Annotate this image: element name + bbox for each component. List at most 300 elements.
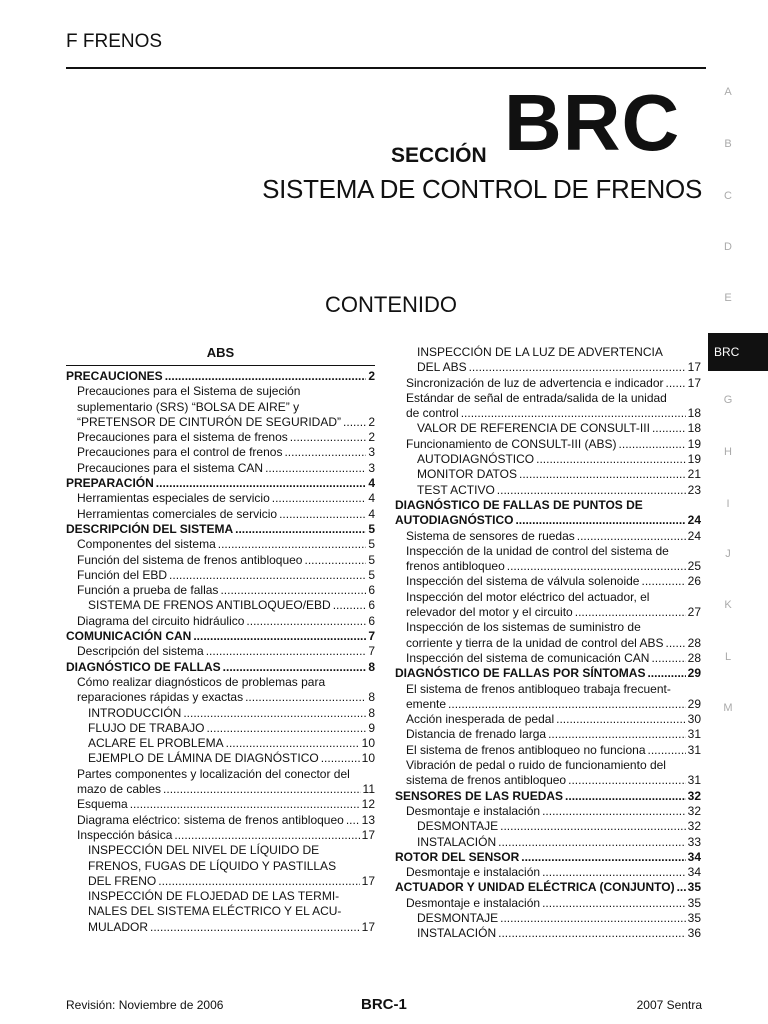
toc-entry[interactable] <box>66 491 375 506</box>
toc-entry[interactable] <box>395 743 701 758</box>
toc-entry-text-line: Estándar de señal de entrada/salida de la unidad <box>406 390 667 405</box>
toc-page-number: 3 <box>368 460 375 475</box>
toc-entry[interactable] <box>66 736 375 751</box>
toc-entry-title: COMUNICACIÓN CAN <box>66 629 192 644</box>
toc-entry[interactable] <box>66 369 375 384</box>
toc-page-number: 31 <box>687 773 701 788</box>
toc-page-number: 19 <box>687 436 701 451</box>
toc-dot-leader <box>515 513 685 528</box>
toc-entry-title: AUTODIAGNÓSTICO <box>395 513 514 528</box>
toc-entry-line <box>395 666 701 681</box>
toc-entry[interactable] <box>395 421 701 436</box>
toc-entry-line <box>77 782 375 797</box>
toc-entry[interactable] <box>395 467 701 482</box>
side-index-k: K <box>724 599 732 611</box>
toc-page-number: 8 <box>368 690 375 705</box>
toc-dot-leader <box>641 574 685 589</box>
toc-entry-text-line: Vibración de pedal o ruido de funcionamiento del <box>406 758 666 773</box>
toc-entry-line <box>417 360 701 375</box>
toc-entry-title: reparaciones rápidas y exactas <box>77 690 244 705</box>
toc-entry-line <box>88 721 375 736</box>
toc-entry-line <box>77 644 375 659</box>
toc-entry-title: VALOR DE REFERENCIA DE CONSULT-III <box>417 421 650 436</box>
toc-entry[interactable] <box>395 452 701 467</box>
toc-page-number: 23 <box>687 482 701 497</box>
toc-entry-line <box>395 850 701 865</box>
toc-dot-leader <box>652 421 686 436</box>
toc-page-number: 8 <box>368 705 375 720</box>
toc-entry[interactable] <box>395 666 701 681</box>
toc-entry[interactable] <box>66 767 375 798</box>
toc-page-number: 31 <box>687 727 701 742</box>
toc-entry-title: Herramientas comerciales de servicio <box>77 506 278 521</box>
toc-entry-line <box>77 813 375 828</box>
toc-page-number: 32 <box>687 819 701 834</box>
toc-entry-line <box>417 835 701 850</box>
toc-entry-title: INSTALACIÓN <box>417 834 497 849</box>
toc-entry-line <box>88 706 375 721</box>
toc-entry-line <box>77 797 375 812</box>
toc-left-column <box>66 345 375 935</box>
toc-entry-line <box>88 736 375 751</box>
toc-entry-title: ACLARE EL PROBLEMA <box>88 736 224 751</box>
toc-page-number: 4 <box>368 491 375 506</box>
toc-page-number: 25 <box>687 559 701 574</box>
toc-dot-leader <box>647 666 685 681</box>
toc-entry-title: Componentes del sistema <box>77 537 216 552</box>
toc-entry-line <box>77 614 375 629</box>
toc-entry[interactable] <box>66 583 375 598</box>
toc-page-number: 32 <box>687 803 701 818</box>
toc-entry-title: Desmontaje e instalación <box>406 803 541 818</box>
toc-entry[interactable] <box>66 614 375 629</box>
toc-entry-text-line: FRENOS, FUGAS DE LÍQUIDO Y PASTILLAS <box>88 858 337 873</box>
toc-dot-leader <box>343 415 366 430</box>
running-header: F FRENOS <box>66 31 163 52</box>
toc-page-number: 17 <box>361 919 375 934</box>
toc-entry-title: DIAGNÓSTICO DE FALLAS POR SÍNTOMAS <box>395 666 646 681</box>
side-index-a: A <box>724 86 732 98</box>
toc-page-number: 6 <box>368 598 375 613</box>
toc-entry[interactable] <box>66 384 375 430</box>
toc-dot-leader <box>130 797 360 812</box>
toc-entry-line <box>88 874 375 889</box>
toc-dot-leader <box>498 835 686 850</box>
toc-entry[interactable] <box>66 461 375 476</box>
toc-dot-leader <box>150 920 360 935</box>
side-index-j: J <box>725 548 731 560</box>
toc-page-number: 21 <box>687 467 701 482</box>
toc-entry[interactable] <box>66 445 375 460</box>
toc-entry-line <box>395 789 701 804</box>
toc-page-number: 35 <box>687 880 701 895</box>
abs-heading-rule <box>66 365 375 366</box>
toc-dot-leader <box>193 629 366 644</box>
toc-entry-title: Inspección del sistema de comunicación CAN <box>406 650 650 665</box>
toc-entry-title: Esquema <box>77 797 128 812</box>
toc-entry-line <box>406 804 701 819</box>
toc-page-number: 31 <box>687 742 701 757</box>
toc-entry-title: Diagrama eléctrico: sistema de frenos antibloqueo <box>77 812 344 827</box>
section-title: SISTEMA DE CONTROL DE FRENOS <box>262 174 702 204</box>
toc-entry-title: MONITOR DATOS <box>417 467 518 482</box>
toc-entry-title: DEL ABS <box>417 360 467 375</box>
toc-entry-title: emente <box>406 696 447 711</box>
toc-entry[interactable] <box>395 819 701 834</box>
toc-dot-leader <box>521 850 685 865</box>
toc-dot-leader <box>226 736 360 751</box>
toc-entry[interactable] <box>66 843 375 889</box>
toc-entry-title: Inspección básica <box>77 827 173 842</box>
toc-dot-leader <box>183 706 366 721</box>
toc-entry-title: EJEMPLO DE LÁMINA DE DIAGNÓSTICO <box>88 751 319 766</box>
toc-dot-leader <box>174 828 359 843</box>
toc-entry-text-line: El sistema de frenos antibloqueo trabaja frecuent- <box>406 681 671 696</box>
toc-page-number: 5 <box>368 537 375 552</box>
toc-dot-leader <box>619 437 686 452</box>
toc-entry-line <box>406 651 701 666</box>
toc-page-number: 17 <box>361 827 375 842</box>
toc-page-number: 9 <box>368 720 375 735</box>
toc-entry-text-line: INSPECCIÓN DEL NIVEL DE LÍQUIDO DE <box>88 843 320 858</box>
toc-entry-title: INTRODUCCIÓN <box>88 705 182 720</box>
toc-entry[interactable] <box>66 644 375 659</box>
toc-entry[interactable] <box>66 828 375 843</box>
toc-entry[interactable] <box>395 850 701 865</box>
toc-dot-leader <box>568 773 686 788</box>
toc-entry[interactable] <box>395 682 701 713</box>
toc-entry-line <box>406 712 701 727</box>
toc-entry-title: de control <box>406 406 459 421</box>
toc-entry-line <box>77 690 375 705</box>
toc-page-number: 10 <box>361 736 375 751</box>
toc-entry-line <box>406 605 701 620</box>
toc-entry[interactable] <box>66 660 375 675</box>
toc-entry-title: MULADOR <box>88 919 149 934</box>
toc-entry-line <box>406 376 701 391</box>
toc-entry-line <box>406 574 701 589</box>
toc-entry[interactable] <box>395 835 701 850</box>
toc-page-number: 36 <box>687 926 701 941</box>
toc-dot-leader <box>548 727 686 742</box>
toc-page-number: 32 <box>687 788 701 803</box>
toc-entry[interactable] <box>66 537 375 552</box>
toc-entry-line <box>77 553 375 568</box>
toc-entry-line <box>66 629 375 644</box>
footer-revision: Revisión: Noviembre de 2006 <box>66 998 224 1012</box>
toc-entry[interactable] <box>395 911 701 926</box>
toc-dot-leader <box>158 874 359 889</box>
toc-dot-leader <box>500 911 686 926</box>
toc-entry-line <box>406 896 701 911</box>
toc-entry-title: relevador del motor y el circuito <box>406 605 573 620</box>
toc-entry-title: Precauciones para el control de frenos <box>77 445 283 460</box>
toc-entry-line <box>417 926 701 941</box>
toc-entry-text-line: INSPECCIÓN DE FLOJEDAD DE LAS TERMI- <box>88 889 340 904</box>
toc-entry-text-line: Precauciones para el Sistema de sujeción <box>77 384 301 399</box>
toc-dot-leader <box>461 406 686 421</box>
toc-dot-leader <box>565 789 686 804</box>
toc-page-number: 27 <box>687 605 701 620</box>
toc-page-number: 26 <box>687 574 701 589</box>
toc-entry-line <box>395 880 701 895</box>
toc-page-number: 7 <box>368 629 375 644</box>
toc-entry-line <box>66 476 375 491</box>
toc-page-number: 17 <box>361 873 375 888</box>
toc-entry-line <box>406 636 701 651</box>
toc-entry[interactable] <box>66 675 375 706</box>
toc-entry-title: Función del sistema de frenos antibloqueo <box>77 552 303 567</box>
toc-entry-line <box>417 452 701 467</box>
toc-entry[interactable] <box>395 758 701 789</box>
toc-page-number: 2 <box>368 414 375 429</box>
toc-entry-title: DEL FRENO <box>88 873 157 888</box>
toc-entry[interactable] <box>395 789 701 804</box>
toc-dot-leader <box>542 865 686 880</box>
toc-entry-line <box>417 911 701 926</box>
side-index-c: C <box>724 190 732 202</box>
toc-page-number: 19 <box>687 452 701 467</box>
toc-entry[interactable] <box>395 437 701 452</box>
toc-entry-line <box>77 583 375 598</box>
toc-dot-leader <box>279 507 366 522</box>
toc-dot-leader <box>223 660 367 675</box>
toc-entry-title: SISTEMA DE FRENOS ANTIBLOQUEO/EBD <box>88 598 331 613</box>
toc-page-number: 13 <box>361 812 375 827</box>
toc-entry[interactable] <box>395 712 701 727</box>
toc-page-number: 18 <box>687 421 701 436</box>
toc-dot-leader <box>163 782 360 797</box>
toc-entry[interactable] <box>395 529 701 544</box>
toc-page-number: 11 <box>362 782 375 797</box>
toc-page-number: 34 <box>687 849 701 864</box>
side-index-d: D <box>724 241 732 253</box>
toc-entry[interactable] <box>66 507 375 522</box>
toc-entry[interactable] <box>395 727 701 742</box>
toc-dot-leader <box>677 880 686 895</box>
toc-dot-leader <box>577 529 686 544</box>
toc-entry[interactable] <box>395 544 701 575</box>
toc-entry[interactable] <box>395 804 701 819</box>
toc-entry-line <box>88 751 375 766</box>
toc-entry-line <box>406 743 701 758</box>
toc-entry[interactable] <box>395 865 701 880</box>
toc-entry[interactable] <box>395 345 701 376</box>
toc-dot-leader <box>235 522 366 537</box>
toc-entry-line <box>77 430 375 445</box>
toc-page-number: 24 <box>687 528 701 543</box>
toc-entry[interactable] <box>395 651 701 666</box>
toc-dot-leader <box>165 369 367 384</box>
toc-entry-text-line: Inspección de la unidad de control del sistema de <box>406 543 669 558</box>
toc-entry[interactable] <box>66 721 375 736</box>
side-index-g: G <box>723 394 733 406</box>
toc-page-number: 34 <box>687 865 701 880</box>
toc-left-list <box>66 369 375 935</box>
toc-page-number: 17 <box>687 375 701 390</box>
toc-dot-leader <box>665 636 685 651</box>
contents-heading: CONTENIDO <box>325 292 457 317</box>
side-index-e: E <box>724 292 732 304</box>
toc-entry-title: TEST ACTIVO <box>417 482 495 497</box>
toc-entry[interactable] <box>395 620 701 651</box>
toc-entry-text-line: DIAGNÓSTICO DE FALLAS DE PUNTOS DE <box>395 497 643 512</box>
toc-entry[interactable] <box>395 391 701 422</box>
toc-dot-leader <box>536 452 686 467</box>
toc-page-number: 6 <box>368 613 375 628</box>
toc-entry-title: DESMONTAJE <box>417 910 499 925</box>
toc-entry-title: Función a prueba de fallas <box>77 583 219 598</box>
toc-entry[interactable] <box>66 568 375 583</box>
toc-entry-line <box>66 522 375 537</box>
toc-entry-line <box>406 437 701 452</box>
toc-entry-title: Precauciones para el sistema de frenos <box>77 430 288 445</box>
toc-entry-title: PRECAUCIONES <box>66 369 163 383</box>
toc-page-number: 2 <box>368 430 375 445</box>
toc-entry-title: Precauciones para el sistema CAN <box>77 460 264 475</box>
footer-page-number: BRC-1 <box>361 996 407 1013</box>
toc-entry-title: DESCRIPCIÓN DEL SISTEMA <box>66 521 234 536</box>
toc-entry-text-line: INSPECCIÓN DE LA LUZ DE ADVERTENCIA <box>417 345 663 359</box>
toc-page-number: 3 <box>368 445 375 460</box>
toc-entry-title: Funcionamiento de CONSULT-III (ABS) <box>406 436 617 451</box>
toc-dot-leader <box>575 605 686 620</box>
toc-page-number: 18 <box>687 406 701 421</box>
toc-dot-leader <box>156 476 367 491</box>
toc-entry[interactable] <box>66 522 375 537</box>
toc-entry[interactable] <box>395 896 701 911</box>
toc-entry[interactable] <box>66 598 375 613</box>
toc-page-number: 2 <box>368 369 375 383</box>
toc-entry-line <box>406 406 701 421</box>
toc-right-column <box>395 345 701 942</box>
toc-entry-line <box>417 467 701 482</box>
toc-dot-leader <box>284 445 366 460</box>
toc-page-number: 29 <box>687 666 701 681</box>
toc-page-number: 17 <box>687 360 701 375</box>
toc-dot-leader <box>346 813 360 828</box>
toc-entry-text-line: Inspección de los sistemas de suministro de <box>406 620 641 635</box>
side-index-i: I <box>726 498 730 510</box>
toc-entry-title: SENSORES DE LAS RUEDAS <box>395 788 564 803</box>
side-index-brc: BRC <box>708 333 768 371</box>
toc-entry-line <box>417 483 701 498</box>
toc-dot-leader <box>333 598 367 613</box>
toc-entry-line <box>406 559 701 574</box>
toc-entry-title: Acción inesperada de pedal <box>406 712 555 727</box>
toc-entry-title: INSTALACIÓN <box>417 926 497 941</box>
toc-dot-leader <box>498 926 686 941</box>
toc-entry-title: Herramientas especiales de servicio <box>77 491 270 506</box>
toc-entry-line <box>66 369 375 384</box>
toc-entry[interactable] <box>66 553 375 568</box>
toc-entry-title: “PRETENSOR DE CINTURÓN DE SEGURIDAD” <box>77 414 342 429</box>
toc-entry-title: Desmontaje e instalación <box>406 895 541 910</box>
toc-dot-leader <box>542 804 686 819</box>
toc-page-number: 4 <box>368 476 375 491</box>
toc-entry-line <box>77 537 375 552</box>
toc-entry[interactable] <box>395 880 701 895</box>
toc-entry[interactable] <box>66 629 375 644</box>
toc-page-number: 12 <box>361 797 375 812</box>
toc-page-number: 8 <box>368 659 375 674</box>
toc-page-number: 29 <box>687 696 701 711</box>
toc-page-number: 5 <box>368 552 375 567</box>
toc-entry-title: Función del EBD <box>77 567 168 582</box>
toc-page-number: 28 <box>687 635 701 650</box>
toc-entry[interactable] <box>66 430 375 445</box>
toc-entry[interactable] <box>395 498 701 529</box>
toc-entry[interactable] <box>66 889 375 935</box>
toc-entry[interactable] <box>395 376 701 391</box>
toc-entry[interactable] <box>395 926 701 941</box>
toc-entry-title: Sistema de sensores de ruedas <box>406 528 575 543</box>
toc-entry-text-line: suplementario (SRS) “BOLSA DE AIRE” y <box>77 399 300 414</box>
toc-entry-title: DESMONTAJE <box>417 819 499 834</box>
toc-dot-leader <box>265 461 366 476</box>
toc-entry-text-line: Cómo realizar diagnósticos de problemas para <box>77 674 326 689</box>
toc-entry-title: DIAGNÓSTICO DE FALLAS <box>66 659 221 674</box>
toc-entry[interactable] <box>66 706 375 721</box>
footer-model: 2007 Sentra <box>636 998 702 1012</box>
toc-entry-title: AUTODIAGNÓSTICO <box>417 452 535 467</box>
toc-entry[interactable] <box>395 483 701 498</box>
toc-entry-title: frenos antibloqueo <box>406 559 505 574</box>
toc-entry-title: ROTOR DEL SENSOR <box>395 849 520 864</box>
toc-entry[interactable] <box>66 476 375 491</box>
toc-page-number: 28 <box>687 650 701 665</box>
toc-dot-leader <box>648 743 686 758</box>
toc-dot-leader <box>290 430 367 445</box>
toc-entry-title: Sincronización de luz de advertencia e indicador <box>406 375 664 390</box>
toc-entry-line <box>406 773 701 788</box>
toc-page-number: 5 <box>368 521 375 536</box>
toc-dot-leader <box>497 483 686 498</box>
toc-dot-leader <box>519 467 686 482</box>
toc-entry-text-line: NALES DEL SISTEMA ELÉCTRICO Y EL ACU- <box>88 904 342 919</box>
toc-dot-leader <box>556 712 686 727</box>
toc-page-number: 33 <box>687 834 701 849</box>
toc-dot-leader <box>321 751 360 766</box>
toc-entry-title: mazo de cables <box>77 782 162 797</box>
toc-entry-line <box>406 697 701 712</box>
toc-entry[interactable] <box>66 751 375 766</box>
toc-entry-line <box>88 920 375 935</box>
header-rule <box>66 67 706 69</box>
toc-dot-leader <box>245 690 366 705</box>
section-label: SECCIÓN <box>391 144 487 167</box>
toc-entry[interactable] <box>66 797 375 812</box>
toc-entry-title: ACTUADOR Y UNIDAD ELÉCTRICA (CONJUNTO) <box>395 880 675 895</box>
toc-page-number: 5 <box>368 567 375 582</box>
side-index-h: H <box>724 446 732 458</box>
toc-entry-title: corriente y tierra de la unidad de control del ABS <box>406 635 664 650</box>
toc-dot-leader <box>169 568 366 583</box>
toc-entry-line <box>77 461 375 476</box>
side-index-m: M <box>723 702 733 714</box>
toc-dot-leader <box>272 491 367 506</box>
toc-right-list <box>395 345 701 942</box>
toc-entry-title: sistema de frenos antibloqueo <box>406 773 567 788</box>
toc-dot-leader <box>220 583 366 598</box>
toc-entry-line <box>395 513 701 528</box>
toc-entry[interactable] <box>66 813 375 828</box>
toc-entry-line <box>77 445 375 460</box>
toc-entry[interactable] <box>395 590 701 621</box>
toc-entry[interactable] <box>395 574 701 589</box>
toc-dot-leader <box>246 614 366 629</box>
toc-dot-leader <box>651 651 685 666</box>
